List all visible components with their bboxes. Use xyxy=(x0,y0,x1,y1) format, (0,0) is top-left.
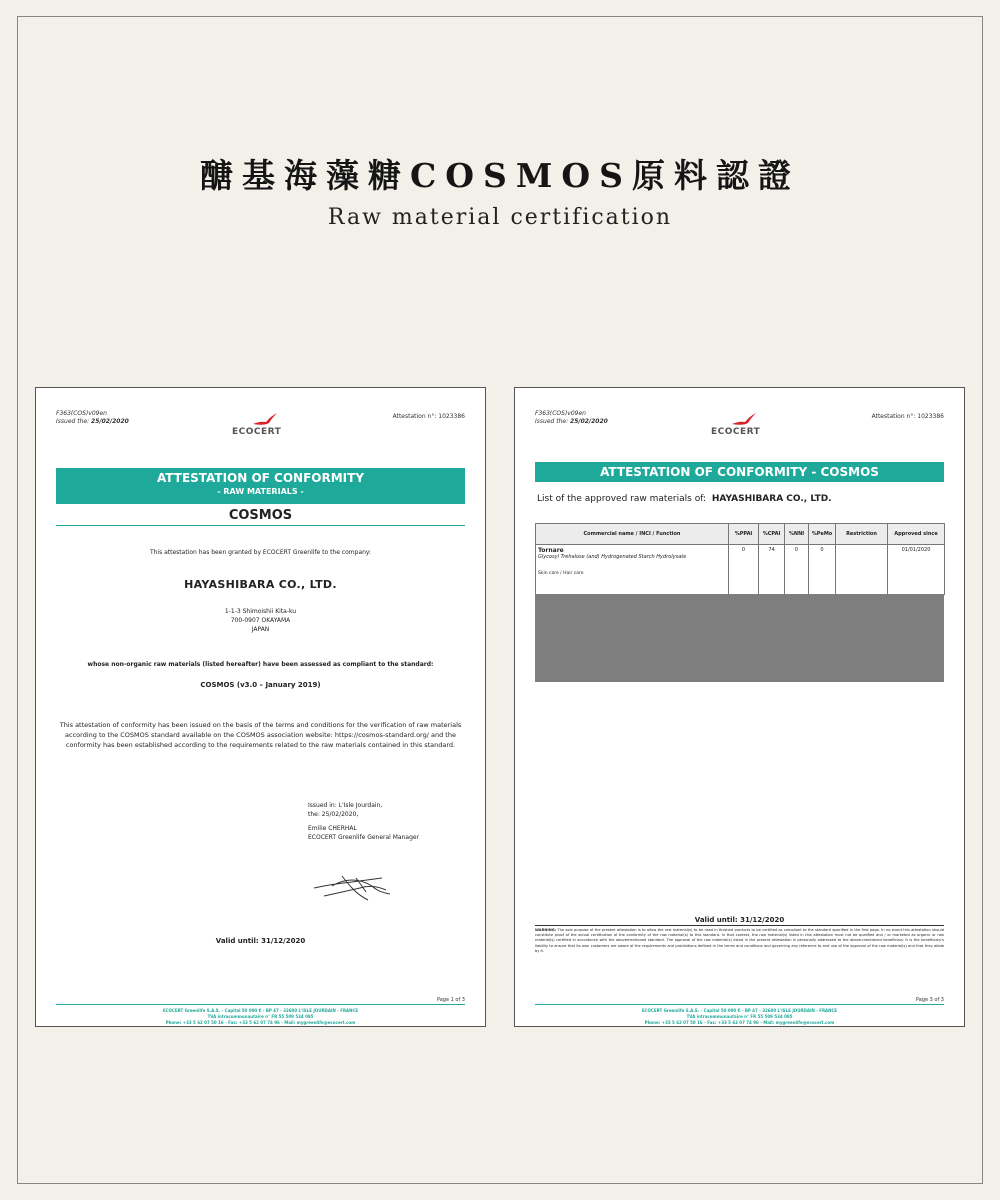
col-header: Approved since xyxy=(888,524,945,545)
approved-since-cell: 01/01/2020 xyxy=(888,545,945,595)
col-header: %CPAI xyxy=(759,524,785,545)
material-cell: Tornare Glycosyl Trehalose (and) Hydrogenated Starch Hydrolysate Skin care / Hair care xyxy=(536,545,729,595)
page-number: Page 3 of 3 xyxy=(915,997,944,1003)
col-header: Commercial name / INCI / Function xyxy=(536,524,729,545)
ecocert-logo: ECOCERT xyxy=(232,412,292,442)
issue-details: Issued in: L'Isle Jourdain, the: 25/02/2020, Emilie CHERHAL ECOCERT Greenlife General Manager xyxy=(308,802,420,841)
divider xyxy=(56,525,465,526)
assessed-text: whose non-organic raw materials (listed hereafter) have been assessed as compliant to the standard: xyxy=(87,661,434,668)
valid-until: Valid until: 31/12/2020 xyxy=(694,916,785,924)
page-title: 醣基海藻糖COSMOS原料認證 xyxy=(200,156,800,195)
valid-until: Valid until: 31/12/2020 xyxy=(215,937,306,945)
doc-footer: ECOCERT Greenlife S.A.S. - Capital 50 000 € - BP 47 - 32600 L'ISLE JOURDAIN - FRANCE TVA intracommunautaire n° FR 55 509 534 095 Phone: +33 5 62 07 50 16 - Fax: +33 5 62 07 74 96 - Mail: mygreenlife@ecocert.com xyxy=(641,1008,838,1025)
granted-text: This attestation has been granted by ECOCERT Greenlife to the company: xyxy=(149,549,372,556)
ecocert-logo: ECOCERT xyxy=(711,412,771,442)
attestation-banner: ATTESTATION OF CONFORMITY - RAW MATERIALS - xyxy=(56,468,465,504)
page-number: Page 1 of 3 xyxy=(436,997,465,1003)
col-header: Restriction xyxy=(836,524,888,545)
ppai-cell: 0 xyxy=(729,545,759,595)
footer-divider xyxy=(535,1004,944,1005)
company-name: HAYASHIBARA CO., LTD. xyxy=(184,578,337,591)
table-row xyxy=(536,545,945,595)
approved-list-heading: List of the approved raw materials of: HAYASHIBARA CO., LTD. xyxy=(537,494,832,504)
col-header: %PPAI xyxy=(729,524,759,545)
col-header: %NNI xyxy=(785,524,809,545)
attestation-document-page3 xyxy=(514,387,965,1027)
standard-title: COSMOS xyxy=(228,508,293,523)
swallow-icon xyxy=(731,412,757,428)
attestation-number: Attestation n°: 1023386 xyxy=(392,413,465,420)
redacted-area xyxy=(535,594,944,682)
footer-divider xyxy=(56,1004,465,1005)
pemo-cell: 0 xyxy=(809,545,836,595)
doc-footer: ECOCERT Greenlife S.A.S. - Capital 50 000 € - BP 47 - 32600 L'ISLE JOURDAIN - FRANCE TVA intracommunautaire n° FR 55 509 534 095 Phone: +33 5 62 07 50 16 - Fax: +33 5 62 07 74 96 - Mail: mygreenlife@ecocert.com xyxy=(162,1008,359,1025)
cpai-cell: 74 xyxy=(759,545,785,595)
doc-reference: F363(COS)v09en Issued the: 25/02/2020 xyxy=(56,410,129,425)
attestation-document-page1 xyxy=(35,387,486,1027)
company-address: 1-1-3 Shimoishii Kita-ku 700-0907 OKAYAMA JAPAN xyxy=(224,608,297,633)
signature-image xyxy=(312,866,396,906)
col-header: %PeMo xyxy=(809,524,836,545)
nni-cell: 0 xyxy=(785,545,809,595)
attestation-banner: ATTESTATION OF CONFORMITY - COSMOS xyxy=(535,462,944,482)
raw-materials-table xyxy=(535,523,945,595)
page-subtitle: Raw material certification xyxy=(327,205,673,230)
doc-reference: F363(COS)v09en Issued the: 25/02/2020 xyxy=(535,410,608,425)
standard-version: COSMOS (v3.0 – January 2019) xyxy=(200,681,321,689)
divider xyxy=(535,925,944,926)
table-header-row xyxy=(536,524,945,545)
conformity-body-text: This attestation of conformity has been issued on the basis of the terms and conditions for the verification of raw materials according to the COSMOS standard available on the COSMOS association website: https://cosmos-standard.org/ and the conformity has been established according to the requirements related to the raw materials contained in this standard. xyxy=(59,721,462,749)
swallow-icon xyxy=(252,412,278,428)
attestation-number: Attestation n°: 1023386 xyxy=(871,413,944,420)
restriction-cell xyxy=(836,545,888,595)
warning-text: WARNING: The sole purpose of the present attestation is to allow the raw material(s) to be used in finished products to be certified as compliant to the standard specified in the first page. In no event this attestation should constitute proof of the actual certification of the conformity of the raw material(s) to this standard. In that context, the raw material(s) listed in this attestation must not be qualified and / or marketed as organic or raw material(s) certified in accordance with the abovementioned standard. The approval of the raw material(s) listed in the present attestation is personally addressed to the above-mentioned beneficiary. It is the beneficiary's liability to ensure that its own customers are aware of the requirements and prohibitions defined in the terms and conditions and governing any reference to and use of the approval of the raw material(s) and that they abide by it. xyxy=(535,928,944,953)
